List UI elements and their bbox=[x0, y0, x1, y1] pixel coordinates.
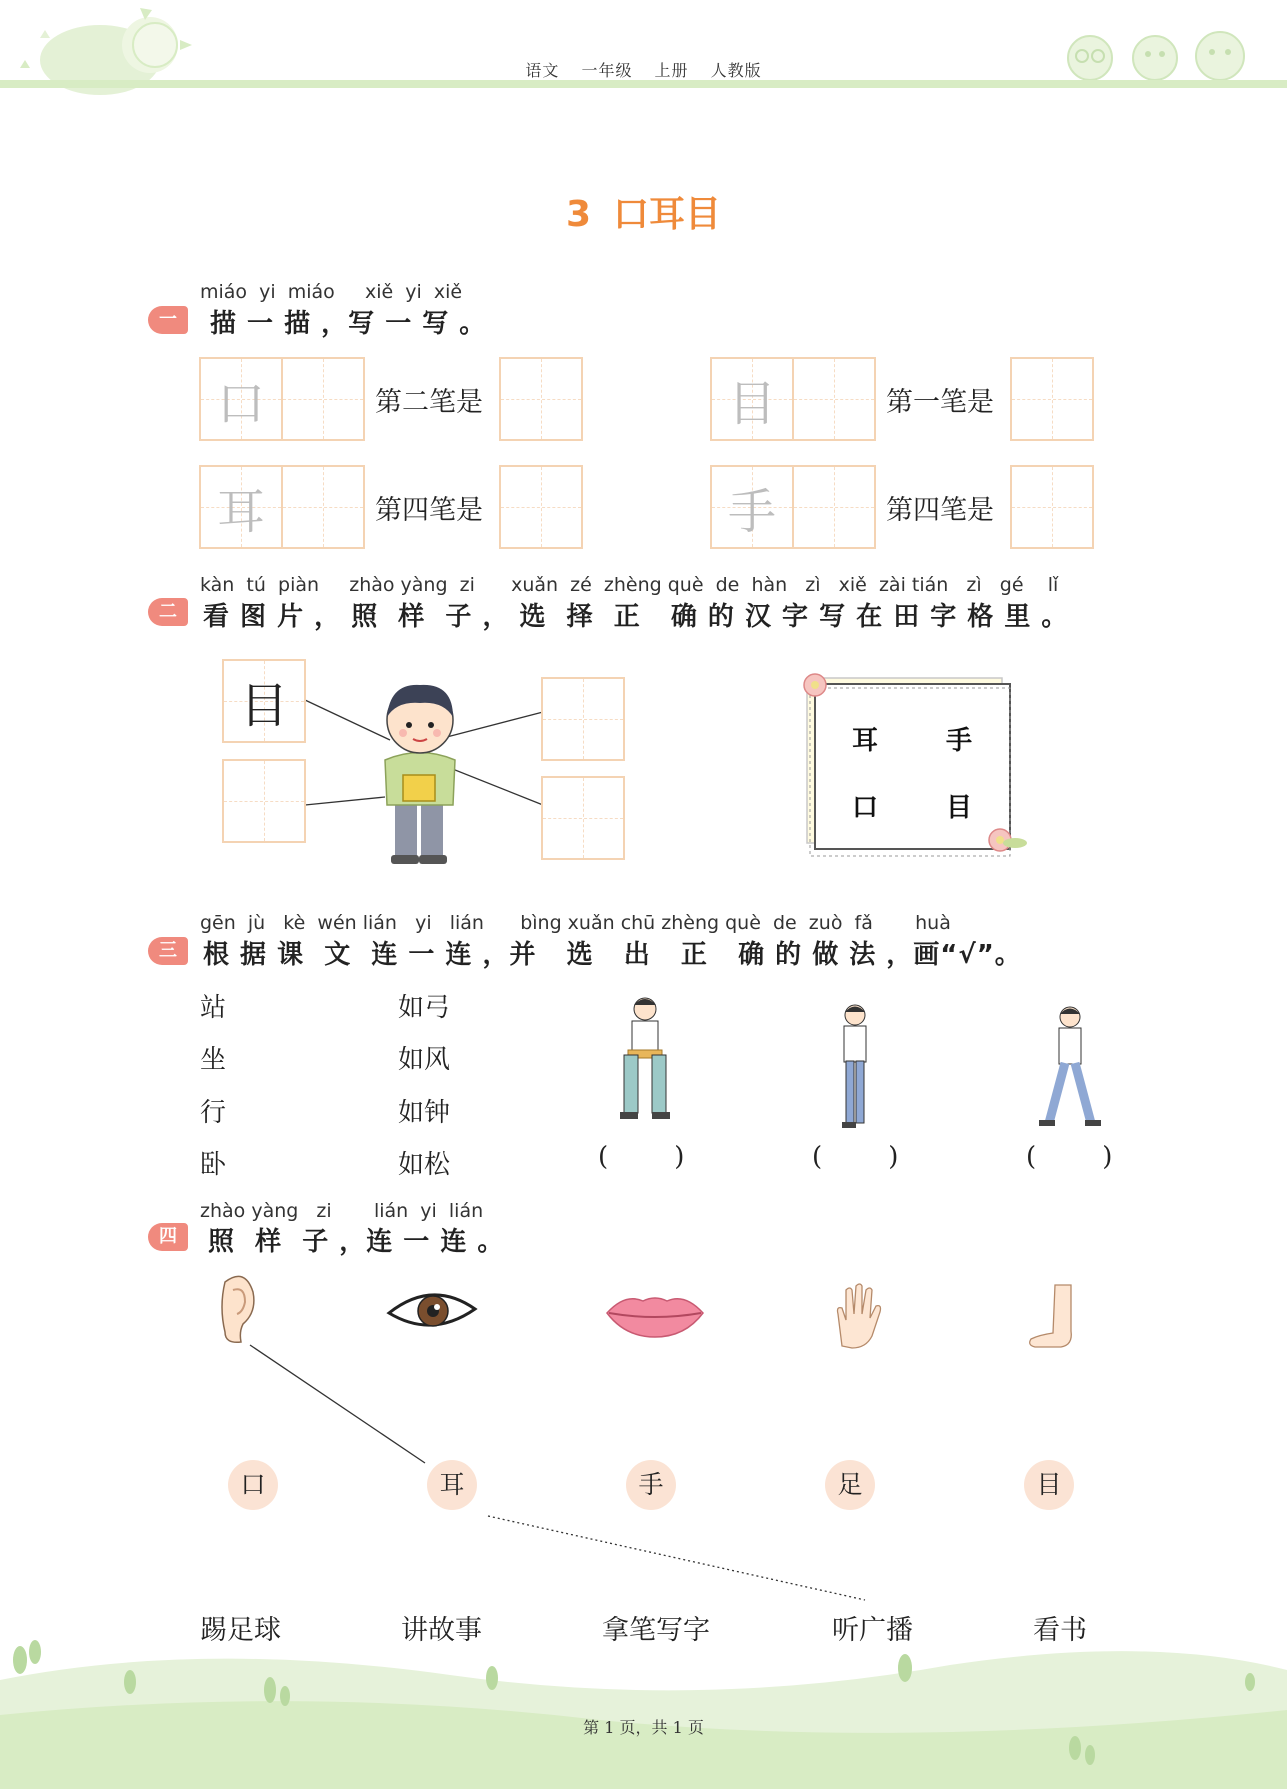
section1-pinyin: miáo yi miáo xiě yi xiě bbox=[200, 281, 463, 303]
section2-instruction: 看 图 片 ， 照 样 子 ， 选 择 正 确 的 汉 字 写 在 田 字 格 里 。 bbox=[203, 602, 1069, 632]
stroke-question-mu: 第一笔是 bbox=[886, 387, 994, 418]
simile-word: 如弓 bbox=[398, 993, 451, 1023]
section4-instruction: 照 样 子 ，连 一 连 。 bbox=[208, 1227, 505, 1257]
simile-word: 如钟 bbox=[398, 1098, 451, 1128]
posture-word: 站 bbox=[200, 993, 227, 1023]
sitting-man-illustration bbox=[610, 995, 680, 1130]
trace-grid-er[interactable] bbox=[199, 465, 283, 549]
trace-char-shou: 手 bbox=[727, 483, 776, 540]
header-volume: 上册 bbox=[654, 61, 689, 80]
section1-instruction: 描 一 描 ，写 一 写 。 bbox=[210, 309, 487, 339]
header-subject: 语文 bbox=[525, 61, 560, 80]
walking-man-illustration bbox=[1035, 1005, 1105, 1133]
activity-write[interactable]: 拿笔写字 bbox=[602, 1615, 710, 1646]
trace-grid-shou[interactable] bbox=[710, 465, 794, 549]
char-circle-shou[interactable]: 手 bbox=[626, 1460, 676, 1510]
answer-grid-mouth[interactable] bbox=[222, 759, 306, 843]
answer-grid-ear[interactable] bbox=[541, 677, 625, 761]
stroke-question-kou: 第二笔是 bbox=[375, 387, 483, 418]
section4-badge: 四 bbox=[148, 1223, 188, 1251]
char-circle-er[interactable]: 耳 bbox=[427, 1460, 477, 1510]
answer-paren-walk[interactable]: ( ) bbox=[1026, 1142, 1113, 1172]
answer-paren-sit[interactable]: ( ) bbox=[598, 1142, 685, 1172]
header-grade: 一年级 bbox=[581, 61, 633, 80]
option-char-er: 耳 bbox=[852, 726, 879, 756]
standing-man-illustration bbox=[830, 1003, 880, 1133]
lesson-title: 口耳目 bbox=[613, 194, 722, 235]
page-number: 第 1 页，共 1 页 bbox=[583, 1718, 704, 1737]
activity-listen-radio[interactable]: 听广播 bbox=[832, 1615, 913, 1646]
example-grid-mu bbox=[222, 659, 306, 743]
trace-char-mu: 目 bbox=[727, 375, 776, 432]
char-circle-mu[interactable]: 目 bbox=[1024, 1460, 1074, 1510]
simile-word: 如松 bbox=[398, 1150, 451, 1180]
char-circle-zu[interactable]: 足 bbox=[825, 1460, 875, 1510]
posture-word: 行 bbox=[200, 1098, 227, 1128]
section3-instruction: 根 据 课 文 连 一 连 ，并 选 出 正 确 的 做 法 ，画“√”。 bbox=[203, 940, 1022, 970]
boy-illustration bbox=[365, 675, 475, 870]
section3-badge: 三 bbox=[148, 937, 188, 965]
trace-char-kou: 口 bbox=[216, 375, 265, 432]
posture-word: 卧 bbox=[200, 1150, 227, 1180]
option-char-mu: 目 bbox=[946, 793, 973, 823]
header-publisher: 人教版 bbox=[710, 61, 762, 80]
activity-kick-ball[interactable]: 踢足球 bbox=[200, 1615, 281, 1646]
footer-landscape bbox=[0, 1630, 1287, 1789]
option-char-shou: 手 bbox=[946, 726, 973, 756]
section1-badge: 一 bbox=[148, 306, 188, 334]
stroke-question-er: 第四笔是 bbox=[375, 495, 483, 526]
activity-read-book[interactable]: 看书 bbox=[1033, 1615, 1087, 1646]
lesson-number: 3 bbox=[565, 194, 592, 235]
character-card-frame bbox=[795, 670, 1035, 860]
section2-badge: 二 bbox=[148, 598, 188, 626]
answer-grid-hand[interactable] bbox=[541, 776, 625, 860]
posture-word: 坐 bbox=[200, 1045, 227, 1075]
section4-pinyin: zhào yàng zi lián yi lián bbox=[200, 1200, 484, 1222]
example-char-mu: 目 bbox=[239, 677, 288, 734]
trace-char-er: 耳 bbox=[216, 483, 265, 540]
activity-tell-story[interactable]: 讲故事 bbox=[401, 1615, 482, 1646]
section2-pinyin: kàn tú piàn zhào yàng zi xuǎn zé zhèng què de hàn zì xiě zài tián zì gé lǐ bbox=[200, 574, 1059, 596]
option-char-kou: 口 bbox=[852, 793, 879, 823]
answer-paren-stand[interactable]: ( ) bbox=[812, 1142, 899, 1172]
char-circle-kou[interactable]: 口 bbox=[228, 1460, 278, 1510]
stroke-question-shou: 第四笔是 bbox=[886, 495, 994, 526]
section3-pinyin: gēn jù kè wén lián yi lián bìng xuǎn chū zhèng què de zuò fǎ huà bbox=[200, 912, 951, 934]
trace-grid-kou[interactable] bbox=[199, 357, 283, 441]
simile-word: 如风 bbox=[398, 1045, 451, 1075]
trace-grid-mu[interactable] bbox=[710, 357, 794, 441]
